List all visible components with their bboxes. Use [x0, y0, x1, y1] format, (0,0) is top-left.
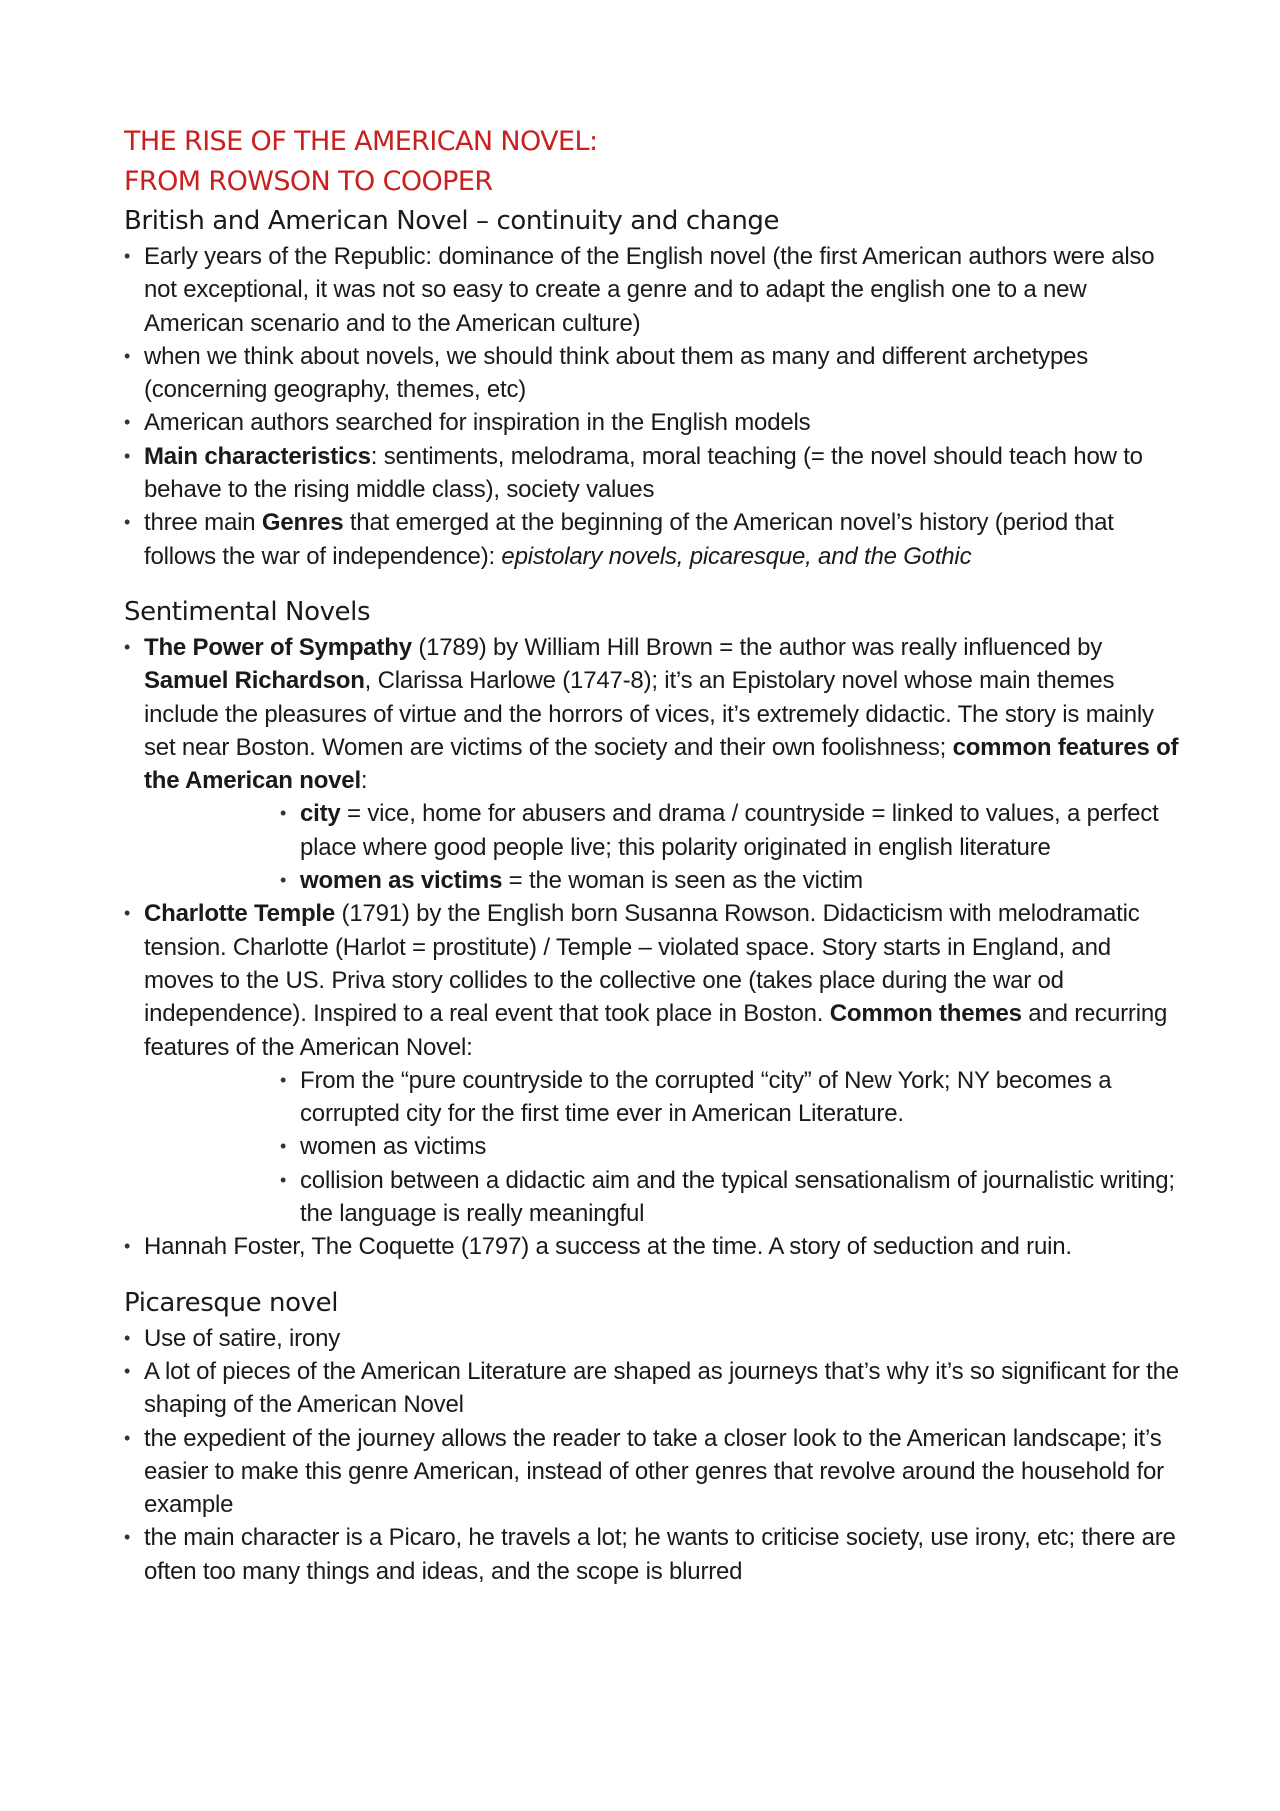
list-item: • Hannah Foster, The Coquette (1797) a success at the time. A story of seduction and ruin.	[124, 1230, 1184, 1263]
list-item: • Charlotte Temple (1791) by the English born Susanna Rowson. Didacticism with melodramatic tension. Charlotte (Harlot = prostitute) / Temple – violated space. Story starts in England, and moves to the US. Priva story collides to the collective one (takes place during the war od independence). Inspired to a real event that took place in Boston. Common themes and recurring features of the American Novel: • From the “pure countryside to the corrupted “city” of New York; NY becomes a corrupted city for the first time ever in American Literature. • women as victims • collision between a didactic aim and the typical sensationalism of journalistic writing; the language is really meaningful	[124, 897, 1184, 1230]
title-line-1: THE RISE OF THE AMERICAN NOVEL:	[124, 126, 598, 157]
list-item: • The Power of Sympathy (1789) by William Hill Brown = the author was really influenced by Samuel Richardson, Clarissa Harlowe (1747-8); it’s an Epistolary novel whose main themes include the pleasures of virtue and the horrors of vices, it’s extremely didactic. The story is mainly set near Boston. Women are victims of the society and their own foolishness; common features of the American novel: • city = vice, home for abusers and drama / countryside = linked to values, a perfect place where good people live; this polarity originated in english literature • women as victims = the woman is seen as the victim	[124, 631, 1184, 897]
sub-list	[280, 797, 1184, 897]
list-item: • when we think about novels, we should think about them as many and different archetypes (concerning geography, themes, etc)	[124, 340, 1184, 407]
sub-list-item: • city = vice, home for abusers and drama / countryside = linked to values, a perfect place where good people live; this polarity originated in english literature	[280, 797, 1184, 864]
continuity-list	[124, 240, 1184, 573]
section-heading-sentimental: Sentimental Novels	[124, 596, 371, 627]
picaresque-list	[124, 1322, 1184, 1588]
sub-list	[280, 1064, 1184, 1230]
document-title	[124, 122, 1184, 202]
list-item: • the expedient of the journey allows the reader to take a closer look to the American landscape; it’s easier to make this genre American, instead of other genres that revolve around the household for example	[124, 1422, 1184, 1522]
list-item: • Early years of the Republic: dominance of the English novel (the first American authors were also not exceptional, it was not so easy to create a genre and to adapt the english one to a new American scenario and to the American culture)	[124, 240, 1184, 340]
list-item: • American authors searched for inspiration in the English models	[124, 406, 1184, 439]
sub-list-item: • From the “pure countryside to the corrupted “city” of New York; NY becomes a corrupted city for the first time ever in American Literature.	[280, 1064, 1184, 1131]
title-line-2: FROM ROWSON TO COOPER	[124, 166, 493, 197]
section-heading-picaresque: Picaresque novel	[124, 1287, 339, 1318]
section-heading-continuity: British and American Novel – continuity and change	[124, 206, 780, 236]
list-item: • A lot of pieces of the American Literature are shaped as journeys that’s why it’s so significant for the shaping of the American Novel	[124, 1355, 1184, 1422]
list-item: • Use of satire, irony	[124, 1322, 1184, 1355]
sub-list-item: • women as victims	[280, 1130, 1184, 1163]
list-item: • the main character is a Picaro, he travels a lot; he wants to criticise society, use irony, etc; there are often too many things and ideas, and the scope is blurred	[124, 1521, 1184, 1588]
sentimental-list	[124, 631, 1184, 1264]
list-item: • three main Genres that emerged at the beginning of the American novel’s history (period that follows the war of independence): epistolary novels, picaresque, and the Gothic	[124, 506, 1184, 573]
sub-list-item: • women as victims = the woman is seen as the victim	[280, 864, 1184, 897]
sub-list-item: • collision between a didactic aim and the typical sensationalism of journalistic writing; the language is really meaningful	[280, 1164, 1184, 1231]
list-item: • Main characteristics: sentiments, melodrama, moral teaching (= the novel should teach how to behave to the rising middle class), society values	[124, 440, 1184, 507]
document-page	[124, 122, 1184, 1588]
